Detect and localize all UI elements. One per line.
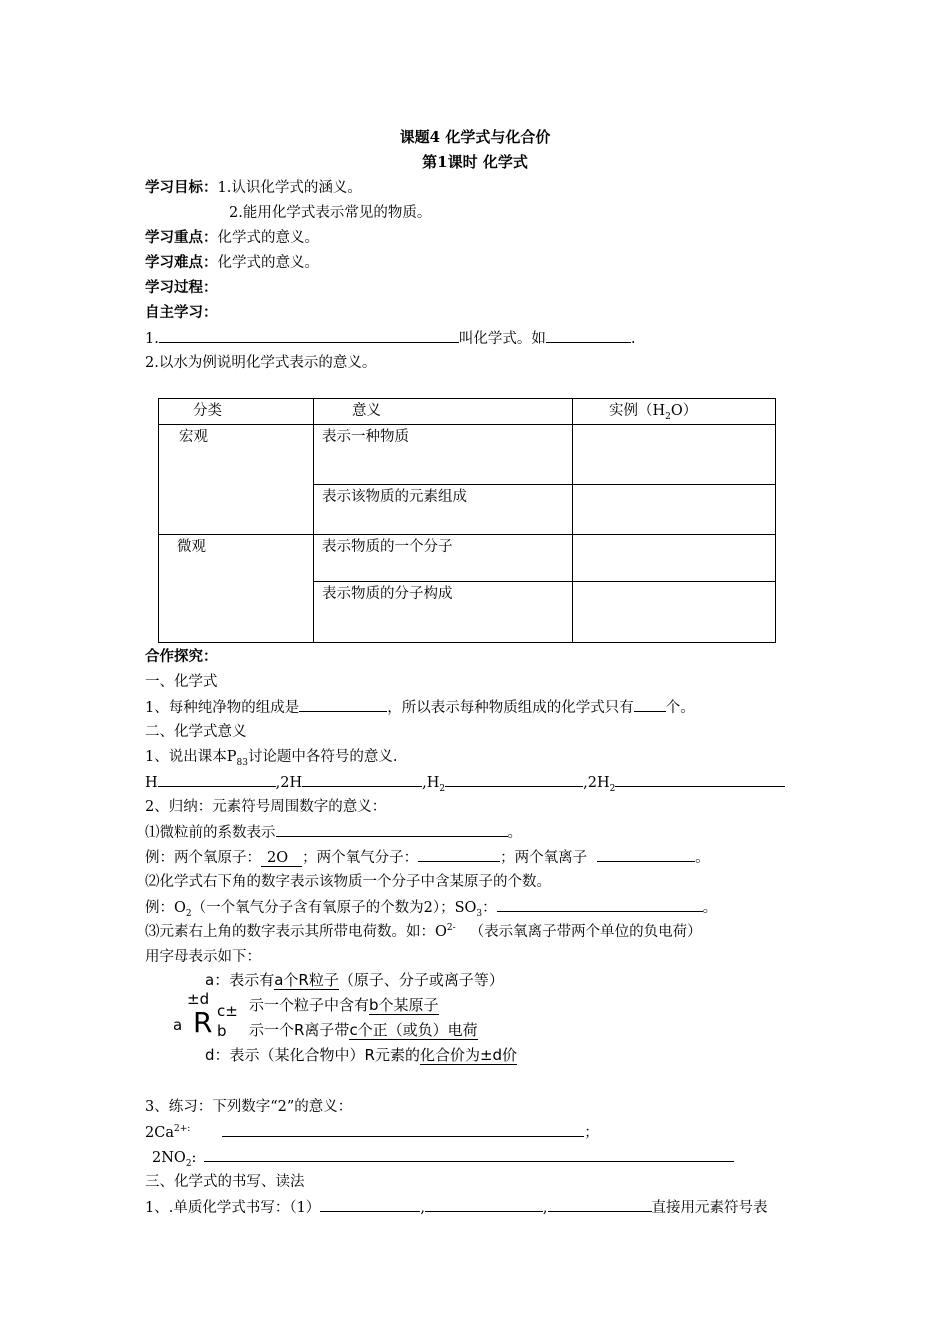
formula-d: [205, 1046, 517, 1064]
p3-b: （表示氧离子带两个单位的负电荷）: [469, 924, 702, 940]
section-2-question-1: [145, 747, 398, 767]
fd-u: 化合价为±d价: [419, 1046, 518, 1064]
focus-label: 学习重点：: [145, 229, 218, 246]
header-example-b: O）: [670, 403, 698, 419]
e1-a: 2Ca: [145, 1125, 174, 1141]
formula-c: [249, 1021, 478, 1039]
fa-u: a个R粒子: [274, 971, 339, 989]
formula-b: [249, 996, 439, 1014]
cell-r3: 表示物质的一个分子: [314, 535, 573, 582]
blank[interactable]: [615, 772, 785, 787]
page-subtitle: 第1课时 化学式: [422, 153, 528, 171]
blank[interactable]: [320, 1197, 420, 1212]
sym-h2: ,H: [422, 775, 440, 791]
question-2: 2.以水为例说明化学式表示的意义。: [145, 355, 377, 371]
focus-text: 化学式的意义。: [217, 230, 319, 246]
s1q-a: 1、每种纯净物的组成是: [145, 700, 300, 716]
header-example: 实例$(H_2O)$: [573, 399, 776, 425]
e2-b: :: [191, 1150, 197, 1166]
fa-a: a：表示有: [205, 971, 275, 989]
answer-cell[interactable]: [573, 485, 776, 535]
blank[interactable]: [302, 772, 422, 787]
fd-a: d：表示（某化合物中）R元素的: [205, 1046, 420, 1064]
cell-macro: 宏观: [159, 425, 314, 535]
section-3-question-1: 1、.单质化学式书写：（1） , , 直接用元素符号表: [145, 1197, 768, 1218]
symbols-line: H ,2H $,H_2$ $,2H_2$: [145, 772, 785, 793]
coop-label: 合作探究：: [145, 648, 218, 665]
header-category: 分类: [159, 399, 314, 425]
blank[interactable]: [597, 847, 695, 862]
fb-u: b个某原子: [369, 996, 439, 1014]
cell-micro: 微观: [159, 535, 314, 643]
p1-a: ⑴微粒前的系数表示: [145, 825, 276, 841]
formula-a: [205, 971, 504, 989]
s2q1-sub: 83: [236, 757, 248, 768]
point-1: [145, 822, 522, 843]
ex1-b: ；两个氧气分子：: [302, 850, 419, 866]
goals-line: [145, 178, 362, 198]
e1-end: ；: [584, 1125, 599, 1141]
diagram-a: a: [173, 1016, 183, 1034]
blank[interactable]: [548, 1197, 652, 1212]
point-2: ⑵化学式右下角的数字表示该物质一个分子中含某原子的个数。: [145, 874, 551, 890]
sym-2h2: ,2H: [583, 775, 610, 791]
s2q1-a: 1、说出课本P: [145, 749, 237, 765]
q1-num: 1.: [145, 331, 159, 347]
blank[interactable]: [299, 697, 387, 712]
blank[interactable]: [546, 328, 631, 343]
cell-r4: 表示物质的分子构成: [314, 582, 573, 643]
header-meaning: 意义: [314, 399, 573, 425]
difficulty-label: 学习难点：: [145, 254, 218, 271]
q1-end: .: [630, 331, 636, 347]
blank[interactable]: [497, 897, 703, 912]
diagram-r: R: [193, 1006, 213, 1039]
answer-cell[interactable]: [573, 582, 776, 643]
cell-r2: 表示该物质的元素组成: [314, 485, 573, 535]
process-label: 学习过程：: [145, 279, 218, 296]
meaning-table: [158, 398, 776, 643]
difficulty-text: 化学式的意义。: [217, 255, 319, 271]
fc-u: c个正（或负）电荷: [349, 1021, 478, 1039]
difficulty-line: [145, 253, 319, 273]
e1-sup: 2+:: [173, 1124, 191, 1135]
ex1-a: 例：两个氧原子：: [145, 850, 261, 866]
ex2-c: ：: [482, 900, 497, 916]
sym-h: H: [145, 775, 158, 791]
cell-r1: 表示一种物质: [314, 425, 573, 485]
e2-a: 2NO: [152, 1150, 186, 1166]
ex1-d: 。: [695, 850, 710, 866]
s1q-b: ，所以表示每种物质组成的化学式只有: [387, 700, 634, 716]
point-3: [145, 922, 702, 942]
ex1-c: ；两个氧离子: [500, 850, 588, 866]
blank[interactable]: [634, 697, 666, 712]
blank[interactable]: [445, 772, 583, 787]
focus-line: [145, 228, 319, 248]
s3q1-a: 1、.单质化学式书写：（1）: [145, 1200, 321, 1216]
ex1-answer: 2O: [261, 850, 302, 867]
page-title: 课题4 化学式与化合价: [399, 128, 551, 146]
blank[interactable]: [158, 772, 276, 787]
example-2: 例：$O_2$（一个氧气分子含有氧原子的个数为2）；$SO_3$： 。: [145, 897, 717, 918]
ex2-a: 例：O: [145, 900, 186, 916]
self-study-label: 自主学习：: [145, 304, 218, 321]
fc-a: 示一个R离子带: [249, 1021, 350, 1039]
answer-cell[interactable]: [573, 425, 776, 485]
s3q1-end: 直接用元素符号表: [651, 1200, 768, 1216]
diagram-b: b: [217, 1022, 227, 1040]
diagram-pd: ±d: [187, 990, 210, 1008]
exercise-2: $2NO_2$:: [152, 1147, 734, 1168]
p3-sup: 2-: [446, 923, 456, 934]
blank[interactable]: [204, 1147, 734, 1162]
p3-a: ⑶元素右上角的数字表示其所带电荷数。如：O: [145, 924, 447, 940]
section-2-question-2: 2、归纳：元素符号周围数字的意义：: [145, 799, 387, 815]
q1-mid: 叫化学式。如: [458, 331, 546, 347]
section-1: 一、化学式: [145, 674, 218, 690]
blank[interactable]: [222, 1122, 584, 1137]
blank[interactable]: [276, 822, 508, 837]
question-1: [145, 328, 635, 349]
ex2-d: 。: [702, 900, 718, 916]
s1q-c: 个。: [665, 700, 695, 716]
s2q1-b: 讨论题中各符号的意义.: [247, 749, 398, 765]
sym-2h: ,2H: [275, 775, 303, 791]
section-3-question: 3、练习：下列数字“2”的意义：: [145, 1099, 353, 1115]
section-2: 二、化学式意义: [145, 724, 247, 740]
p1-b: 。: [507, 825, 522, 841]
goals-label: 学习目标：: [145, 179, 218, 196]
header-example-a: 实例（H: [609, 403, 666, 419]
ex2-b: （一个氧气分子含有氧原子的个数为2）；SO: [191, 900, 477, 916]
exercise-1: [145, 1122, 599, 1143]
answer-cell[interactable]: [573, 535, 776, 582]
goal-1: 1.认识化学式的涵义。: [217, 180, 362, 196]
letters-line: 用字母表示如下：: [145, 949, 261, 965]
blank[interactable]: [418, 847, 500, 862]
section-1-question: [145, 697, 695, 718]
section-3: 三、化学式的书写、读法: [145, 1174, 305, 1190]
example-1: [145, 847, 710, 868]
diagram-c: c±: [217, 1002, 238, 1020]
goal-2: 2.能用化学式表示常见的物质。: [229, 205, 432, 221]
fa-b: （原子、分子或离子等）: [338, 971, 504, 989]
blank[interactable]: [425, 1197, 543, 1212]
blank[interactable]: [159, 328, 459, 343]
fb-a: 示一个粒子中含有: [249, 996, 370, 1014]
